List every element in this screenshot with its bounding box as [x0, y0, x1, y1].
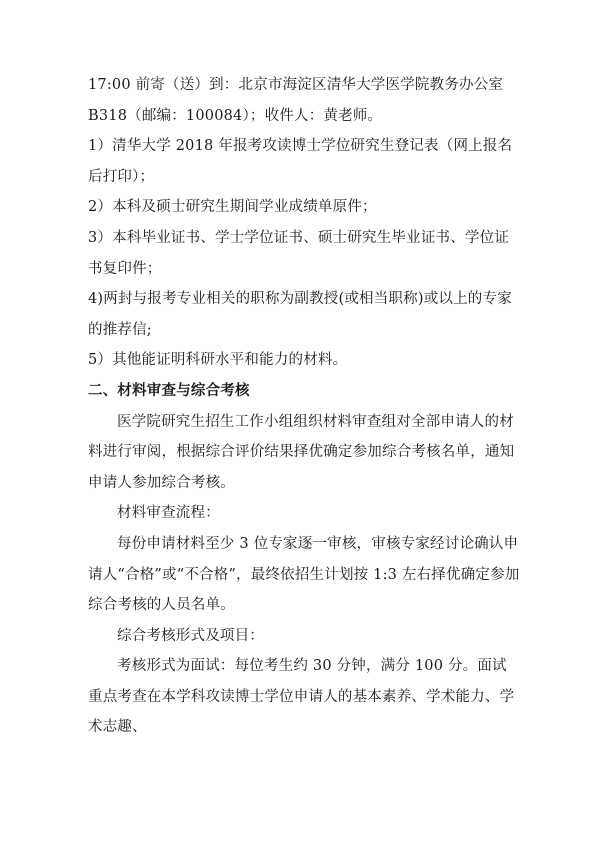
assessment-format-label: 综合考核形式及项目： [117, 627, 264, 644]
requirement-item-4: 4)两封与报考专业相关的职称为副教授(或相当职称)或以上的专家的推荐信; [88, 291, 512, 338]
requirement-item-1: 1）清华大学 2018 年报考攻读博士学位研究生登记表（网上报名后打印）； [88, 138, 513, 185]
requirement-item-5: 5）其他能证明科研水平和能力的材料。 [88, 352, 348, 369]
review-process-label: 材料审查流程： [117, 505, 220, 522]
requirement-item-3: 3）本科毕业证书、学士学位证书、硕士研究生毕业证书、学位证书复印件； [88, 229, 510, 277]
review-process-paragraph: 每份申请材料至少 3 位专家逐一审核，审核专家经讨论确认申请人“合格”或“不合格”，最终依招生计划按 1:3 左右择优确定参加综合考核的人员名单。 [88, 535, 520, 614]
review-intro-paragraph: 医学院研究生招生工作小组组织材料审查组对全部申请人的材料进行审阅，根据综合评价结果择优确定参加综合考核名单，通知申请人参加综合考核。 [88, 413, 515, 491]
interview-paragraph: 考核形式为面试：每位考生约 30 分钟，满分 100 分。面试重点考查在本学科攻读博士学位申请人的基本素养、学术能力、学术志趣、 [88, 658, 515, 736]
mailing-address-paragraph: 17:00 前寄（送）到：北京市海淀区清华大学医学院教务办公室 B318（邮编：100084）；收件人：黄老师。 [88, 77, 504, 124]
document-body [88, 70, 520, 743]
requirement-item-2: 2）本科及硕士研究生期间学业成绩单原件； [88, 199, 377, 216]
section-heading: 二、材料审查与综合考核 [88, 382, 250, 399]
